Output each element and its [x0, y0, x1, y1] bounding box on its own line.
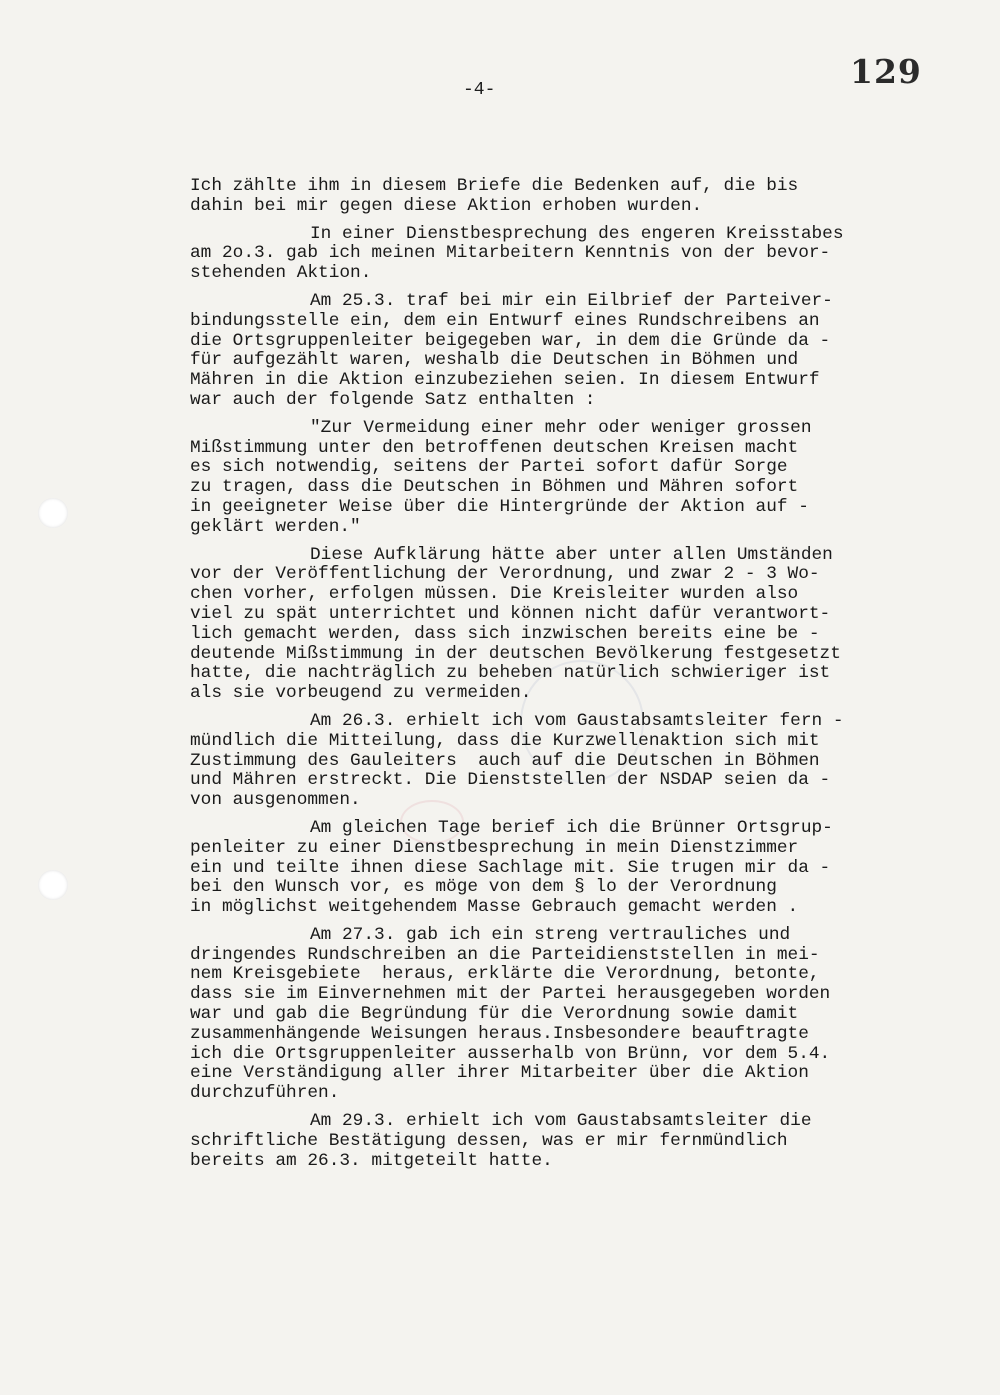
text-line: bereits am 26.3. mitgeteilt hatte. — [190, 1150, 553, 1171]
text-line: dringendes Rundschreiben an die Parteidienststellen in mei- — [190, 944, 820, 965]
text-line: mündlich die Mitteilung, dass die Kurzwellenaktion sich mit — [190, 730, 820, 751]
text-line: die Ortsgruppenleiter beigegeben war, in dem die Gründe da - — [190, 330, 831, 351]
text-line: Am 26.3. erhielt ich vom Gaustabsamtsleiter fern - — [310, 710, 844, 731]
text-line: Ich zählte ihm in diesem Briefe die Bedenken auf, die bis — [190, 176, 799, 196]
text-line: "Zur Vermeidung einer mehr oder weniger grossen — [310, 417, 812, 438]
text-line: chen vorher, erfolgen müssen. Die Kreisleiter wurden also — [190, 584, 799, 605]
text-line: ein und teilte ihnen diese Sachlage mit. Sie trugen mir da - — [190, 857, 831, 878]
text-line: dahin bei mir gegen diese Aktion erhoben wurden. — [190, 195, 703, 216]
text-line: stehenden Aktion. — [190, 263, 372, 284]
punch-hole — [38, 870, 68, 900]
text-line: es sich notwendig, seitens der Partei sofort dafür Sorge — [190, 457, 788, 478]
text-line: Am 29.3. erhielt ich vom Gaustabsamtsleiter die — [310, 1111, 812, 1132]
text-line: lich gemacht werden, dass sich inzwischen bereits eine be - — [190, 623, 820, 644]
text-line: vor der Veröffentlichung der Verordnung, und zwar 2 - 3 Wo- — [190, 564, 820, 585]
text-line: deutende Mißstimmung in der deutschen Bevölkerung festgesetzt — [190, 643, 841, 664]
text-line: In einer Dienstbesprechung des engeren Kreisstabes — [310, 223, 844, 244]
text-line: von ausgenommen. — [190, 790, 361, 811]
text-line: geklärt werden." — [190, 516, 361, 537]
paragraph — [190, 419, 930, 538]
text-line: bei den Wunsch vor, es möge von dem § lo der Verordnung — [190, 877, 777, 898]
text-line: bindungsstelle ein, dem ein Entwurf eines Rundschreibens an — [190, 310, 820, 331]
paragraph — [190, 926, 930, 1104]
text-line: durchzuführen. — [190, 1083, 340, 1104]
text-line: Am gleichen Tage berief ich die Brünner Ortsgrup- — [310, 817, 833, 838]
paragraph — [190, 712, 930, 811]
paragraph — [190, 819, 930, 918]
text-line: Am 25.3. traf bei mir ein Eilbrief der Parteiver- — [310, 290, 833, 311]
paragraph — [190, 292, 930, 411]
text-line: nem Kreisgebiete heraus, erklärte die Verordnung, betonte, — [190, 964, 820, 985]
paragraph — [190, 546, 930, 704]
text-line: zusammenhängende Weisungen heraus.Insbesondere beauftragte — [190, 1023, 809, 1044]
text-line: als sie vorbeugend zu vermeiden. — [190, 683, 532, 704]
text-line: zu tragen, dass die Deutschen in Böhmen und Mähren sofort — [190, 477, 799, 498]
paragraph — [190, 1112, 930, 1171]
text-line: schriftliche Bestätigung dessen, was er mir fernmündlich — [190, 1130, 788, 1151]
document-body — [190, 177, 930, 1179]
text-line: Mißstimmung unter den betroffenen deutschen Kreisen macht — [190, 437, 799, 458]
text-line: war auch der folgende Satz enthalten : — [190, 389, 596, 410]
text-line: hatte, die nachträglich zu beheben natürlich schwieriger ist — [190, 663, 831, 684]
text-line: penleiter zu einer Dienstbesprechung in mein Dienstzimmer — [190, 837, 799, 858]
text-line: am 2o.3. gab ich meinen Mitarbeitern Kenntnis von der bevor- — [190, 243, 831, 264]
text-line: dass sie im Einvernehmen mit der Partei herausgegeben worden — [190, 984, 831, 1005]
paragraph — [190, 177, 930, 217]
page-number: -4- — [463, 80, 496, 100]
text-line: eine Verständigung aller ihrer Mitarbeiter über die Aktion — [190, 1063, 809, 1084]
text-line: in geeigneter Weise über die Hintergründe der Aktion auf - — [190, 496, 809, 517]
text-line: Mähren in die Aktion einzubeziehen seien. In diesem Entwurf — [190, 370, 820, 391]
folio-number: 129 — [850, 52, 922, 91]
punch-hole — [38, 498, 68, 528]
text-line: ich die Ortsgruppenleiter ausserhalb von Brünn, vor dem 5.4. — [190, 1043, 831, 1064]
text-line: Am 27.3. gab ich ein streng vertrauliches und — [310, 924, 791, 945]
paragraph — [190, 225, 930, 284]
text-line: in möglichst weitgehendem Masse Gebrauch gemacht werden . — [190, 897, 799, 918]
text-line: war und gab die Begründung für die Verordnung sowie damit — [190, 1004, 799, 1025]
text-line: und Mähren erstreckt. Die Dienststellen der NSDAP seien da - — [190, 770, 831, 791]
text-line: Zustimmung des Gauleiters auch auf die Deutschen in Böhmen — [190, 750, 820, 771]
text-line: für aufgezählt waren, weshalb die Deutschen in Böhmen und — [190, 350, 799, 371]
text-line: Diese Aufklärung hätte aber unter allen Umständen — [310, 544, 833, 565]
text-line: viel zu spät unterrichtet und können nicht dafür verantwort- — [190, 603, 831, 624]
